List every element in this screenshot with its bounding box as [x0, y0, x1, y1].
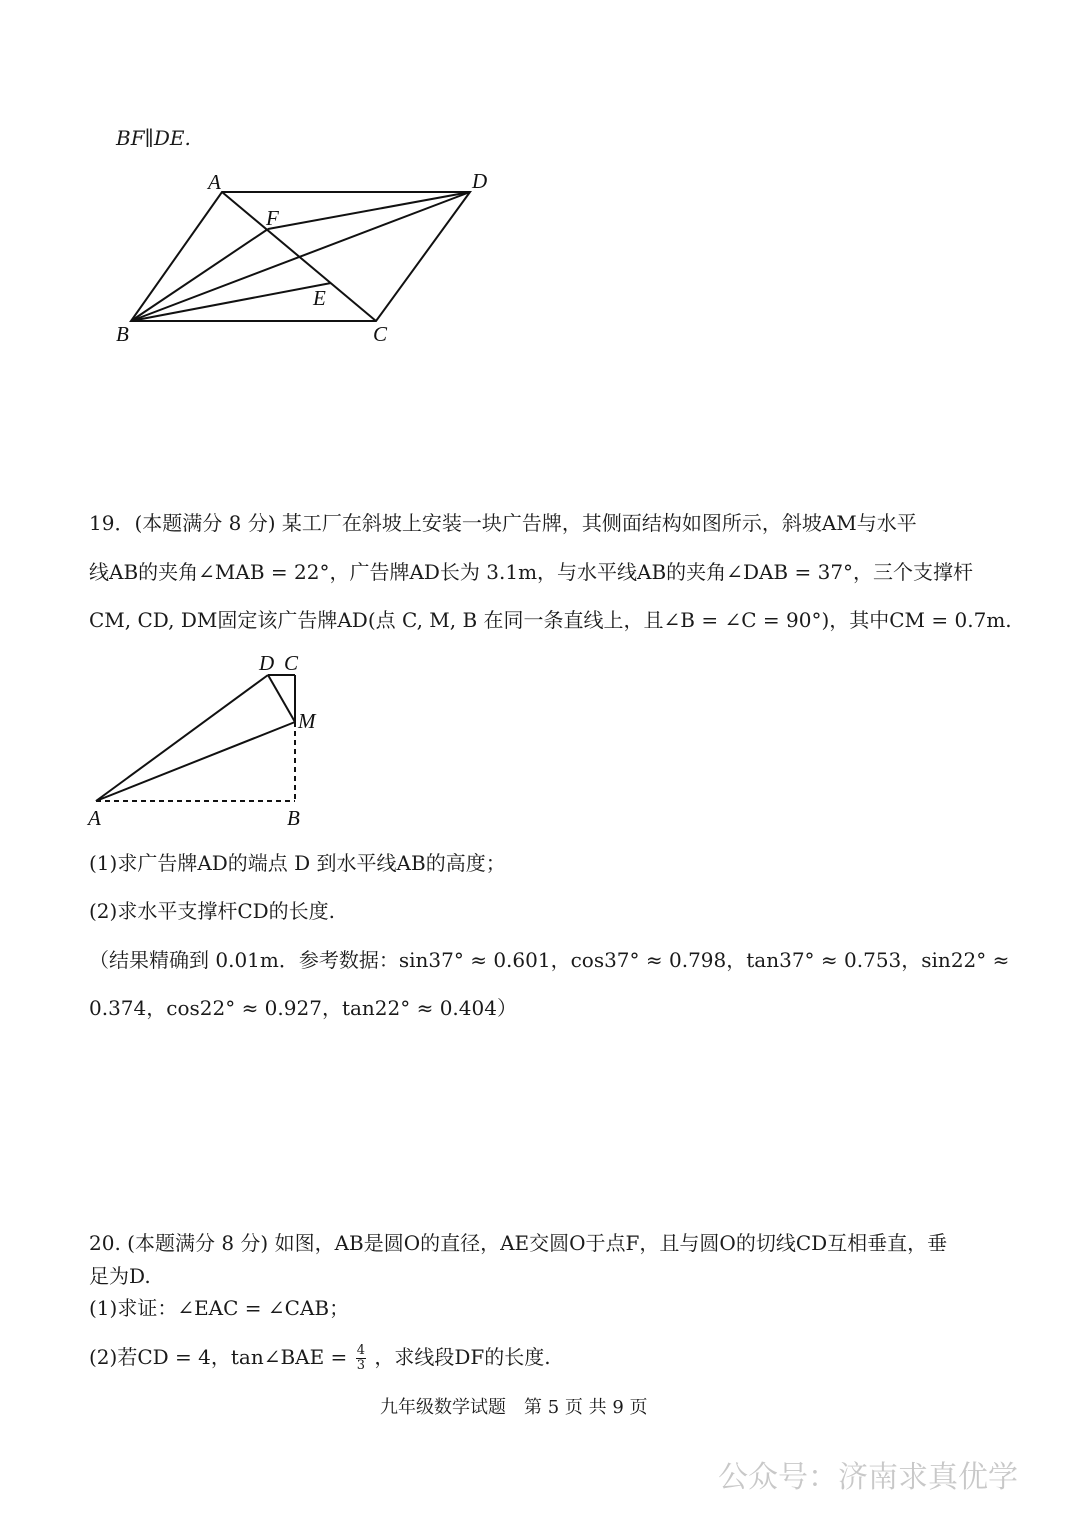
q20-subquestion-2-prefix: (2)若CD = 4，tan∠BAE = [89, 1345, 348, 1369]
fraction-numerator: 4 [356, 1343, 365, 1358]
q18-conclusion: BF∥DE. [116, 126, 191, 150]
diagonal-bd [131, 192, 470, 321]
label-d: D [259, 651, 275, 675]
q20-subquestion-1: (1)求证：∠EAC = ∠CAB； [89, 1296, 350, 1320]
q18-parallelogram-figure [100, 165, 520, 355]
q19-reference-data-line-2: 0.374，cos22° ≈ 0.927，tan22° ≈ 0.404） [89, 996, 517, 1020]
label-m: M [298, 709, 316, 733]
slope-am [96, 722, 295, 801]
q20-text-line-1: 20. (本题满分 8 分) 如图，AB是圆O的直径，AE交圆O于点F，且与圆O的切线CD互相垂直，垂 [89, 1231, 948, 1255]
label-c: C [284, 651, 299, 675]
segment-fd [268, 192, 470, 229]
q19-subquestion-2: (2)求水平支撑杆CD的长度. [89, 899, 336, 923]
wechat-watermark: 公众号：济南求真优学 [718, 1460, 1018, 1495]
q19-text-line-1: 19．(本题满分 8 分) 某工厂在斜坡上安装一块广告牌，其侧面结构如图所示，斜坡AM与水平 [89, 511, 917, 535]
support-dm [268, 675, 295, 722]
label-c: C [373, 322, 388, 346]
label-b: B [116, 322, 129, 346]
billboard-ad [96, 675, 268, 801]
q19-text-line-3: CM, CD, DM固定该广告牌AD(点 C, M, B 在同一条直线上，且∠B = ∠C = 90°)，其中CM = 0.7m. [89, 608, 1012, 632]
q19-reference-data-line-1: （结果精确到 0.01m．参考数据：sin37° ≈ 0.601，cos37° ≈ 0.798，tan37° ≈ 0.753，sin22° ≈ [89, 948, 1010, 972]
q19-subquestion-1: (1)求广告牌AD的端点 D 到水平线AB的高度； [89, 851, 506, 875]
label-f: F [266, 206, 279, 230]
q20-subquestion-2 [89, 1344, 551, 1373]
q20-subquestion-2-suffix: ，求线段DF的长度. [374, 1345, 551, 1369]
q19-slope-billboard-figure [80, 645, 340, 835]
fraction-denominator: 3 [356, 1358, 365, 1373]
label-b: B [287, 806, 300, 830]
page-footer: 九年级数学试题 第 5 页 共 9 页 [380, 1397, 648, 1418]
q19-text-line-2: 线AB的夹角∠MAB = 22°，广告牌AD长为 3.1m，与水平线AB的夹角∠DAB = 37°，三个支撑杆 [89, 560, 974, 584]
label-a: A [208, 170, 221, 194]
label-a: A [88, 806, 101, 830]
fraction-four-thirds [356, 1344, 366, 1373]
label-e: E [313, 286, 326, 310]
label-d: D [472, 169, 488, 193]
q20-text-line-2: 足为D. [89, 1264, 151, 1288]
